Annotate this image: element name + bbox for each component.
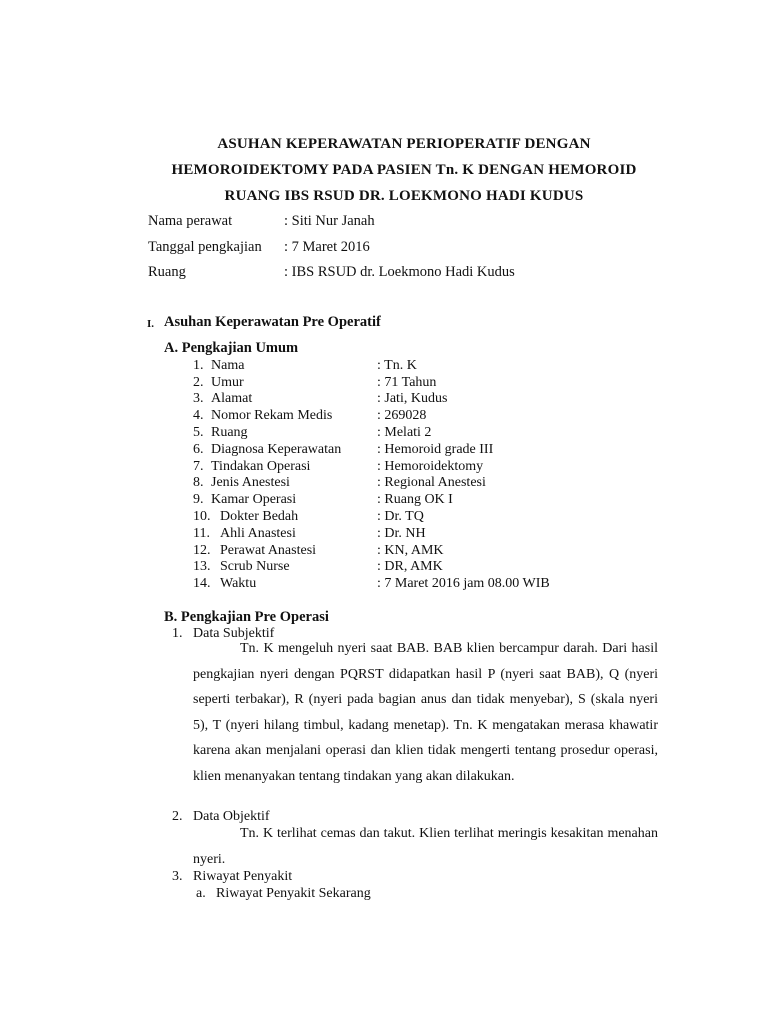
list-item-label: Jenis Anestesi [211,475,290,490]
list-item-value: : Hemoroidektomy [377,459,484,474]
objective-data-label: Data Objektif [193,809,270,824]
list-item-value: : Regional Anestesi [377,475,486,490]
list-item-number: 13. [193,559,211,574]
list-item-value: : Jati, Kudus [377,391,448,406]
section-1-number: I. [147,318,155,330]
list-item-number: 11. [193,526,210,541]
current-disease-history-letter: a. [196,886,206,901]
list-item-number: 7. [193,459,204,474]
list-item-value: : 7 Maret 2016 jam 08.00 WIB [377,576,550,591]
list-item-number: 9. [193,492,204,507]
list-item-value: : 71 Tahun [377,375,437,390]
list-item-label: Kamar Operasi [211,492,297,507]
assessment-date-label: Tanggal pengkajian [148,239,262,255]
list-item-number: 14. [193,576,211,591]
list-item-number: 1. [193,358,204,373]
list-item-value: : KN, AMK [377,543,444,558]
list-item-value: : Dr. TQ [377,509,424,524]
subsection-b-title: B. Pengkajian Pre Operasi [164,609,329,625]
list-item-label: Ahli Anastesi [220,526,296,541]
subjective-data-text: Tn. K mengeluh nyeri saat BAB. BAB klien bercampur darah. Dari hasil pengkajian nyeri dengan PQRST didapatkan hasil P (nyeri saat BAB), Q (nyeri seperti terbakar), R (nyeri pada bagian anus dan tidak menyebar), S (skala nyeri 5), T (nyeri hilang timbul, kadang menetap). Tn. K mengatakan merasa khawatir karena akan menjalani operasi dan klien tidak mengerti tentang prosedur operasi, klien menanyakan tentang tindakan yang akan dilakukan. [193,641,658,784]
list-item-value: : 269028 [377,408,427,423]
assessment-date-value: : 7 Maret 2016 [284,239,370,255]
list-item-label: Diagnosa Keperawatan [211,442,342,457]
section-1-title: Asuhan Keperawatan Pre Operatif [164,314,381,330]
subjective-data-label: Data Subjektif [193,626,275,641]
list-item-value: : Hemoroid grade III [377,442,494,457]
list-item-number: 10. [193,509,211,524]
document-title-line-3: RUANG IBS RSUD DR. LOEKMONO HADI KUDUS [224,188,584,204]
list-item-value: : Melati 2 [377,425,432,440]
list-item-label: Perawat Anastesi [220,543,317,558]
list-item-label: Nama [211,358,245,373]
objective-data-text: Tn. K terlihat cemas dan takut. Klien terlihat meringis kesakitan menahan nyeri. [193,826,658,867]
list-item-label: Dokter Bedah [220,509,299,524]
list-item-label: Umur [211,375,244,390]
list-item-number: 2. [193,375,204,390]
list-item-number: 4. [193,408,204,423]
nurse-name-label: Nama perawat [148,213,233,229]
list-item-number: 5. [193,425,204,440]
list-item-label: Scrub Nurse [220,559,290,574]
current-disease-history-label: Riwayat Penyakit Sekarang [216,886,371,901]
disease-history-number: 3. [172,869,183,884]
list-item-value: : Tn. K [377,358,417,373]
room-label: Ruang [148,264,186,280]
list-item-number: 6. [193,442,204,457]
list-item-label: Alamat [211,391,253,406]
list-item-number: 12. [193,543,211,558]
room-value: : IBS RSUD dr. Loekmono Hadi Kudus [284,264,515,280]
objective-data-number: 2. [172,809,183,824]
list-item-label: Nomor Rekam Medis [211,408,333,423]
list-item-value: : DR, AMK [377,559,443,574]
subsection-a-title: A. Pengkajian Umum [164,340,299,356]
list-item-label: Waktu [220,576,257,591]
list-item-number: 3. [193,391,204,406]
document-title-line-2: HEMOROIDEKTOMY PADA PASIEN Tn. K DENGAN HEMOROID [171,162,637,178]
list-item-value: : Dr. NH [377,526,426,541]
subjective-data-number: 1. [172,626,183,641]
list-item-value: : Ruang OK I [377,492,453,507]
list-item-label: Tindakan Operasi [211,459,311,474]
list-item-label: Ruang [211,425,248,440]
document-title-line-1: ASUHAN KEPERAWATAN PERIOPERATIF DENGAN [217,136,591,152]
list-item-number: 8. [193,475,204,490]
disease-history-label: Riwayat Penyakit [193,869,293,884]
nurse-name-value: : Siti Nur Janah [284,213,375,229]
